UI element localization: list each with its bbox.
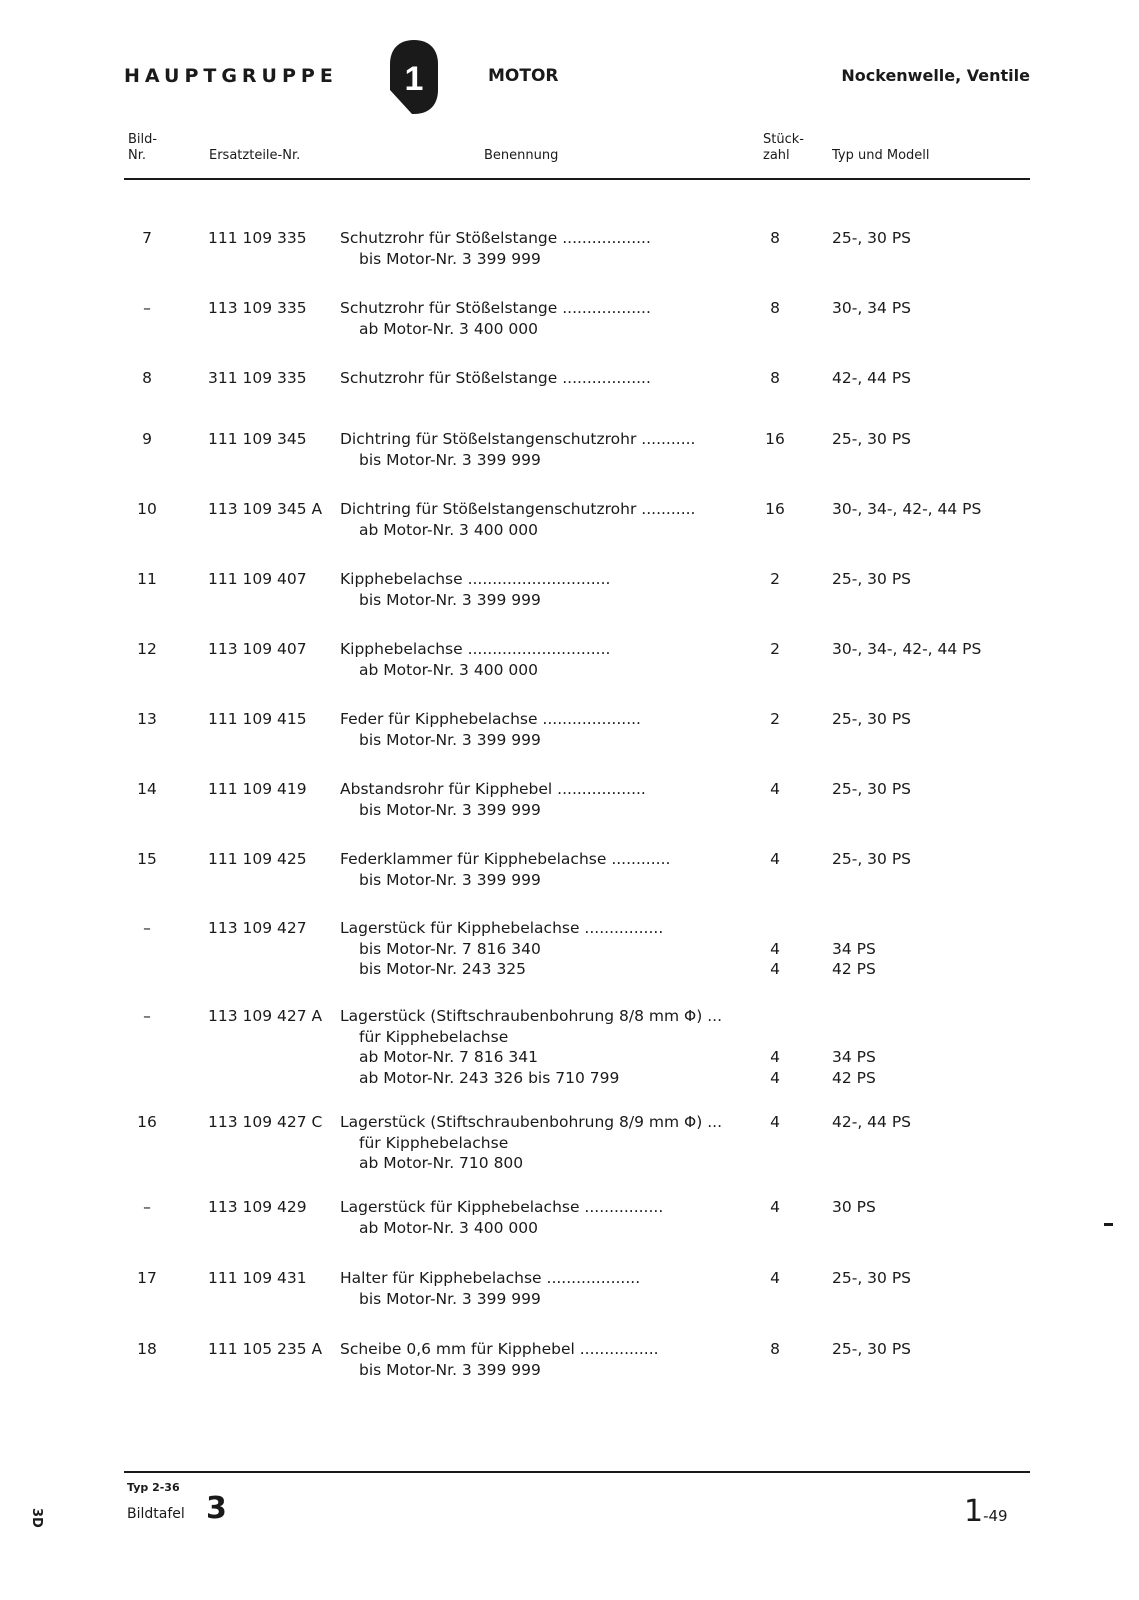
benennung: [340, 849, 740, 890]
ersatzteile-nr: 113 109 427: [208, 919, 307, 937]
benennung: [340, 228, 740, 269]
typ-modell: 25-, 30 PS: [832, 1340, 912, 1358]
typ-modell: 42-, 44 PS: [832, 369, 912, 387]
header-ersatzteile-nr: Ersatzteile-Nr.: [209, 148, 301, 163]
benennung-line: Feder für Kipphebelachse ....................: [340, 710, 641, 728]
table-row: [124, 849, 1030, 890]
typ-modell: 42-, 44 PS: [832, 1113, 912, 1131]
benennung-line: für Kipphebelachse: [359, 1133, 509, 1152]
ersatzteile-nr: 311 109 335: [208, 369, 307, 387]
footer-rule: [124, 1471, 1030, 1473]
typ-modell: 25-, 30 PS: [832, 850, 912, 868]
header-benennung: Benennung: [484, 148, 559, 163]
stueckzahl: 4: [770, 1198, 780, 1216]
table-row: [124, 499, 1030, 540]
table-row: [124, 228, 1030, 269]
benennung: [340, 639, 740, 680]
margin-mark: 3D: [29, 1508, 44, 1528]
group-name: MOTOR: [488, 66, 559, 86]
typ-modell: 25-, 30 PS: [832, 710, 912, 728]
typ-modell: 25-, 30 PS: [832, 570, 912, 588]
bild-nr: –: [143, 919, 151, 937]
bild-nr: 17: [137, 1269, 157, 1287]
benennung-line: ab Motor-Nr. 710 800: [359, 1154, 524, 1172]
typ-modell: 34 PS: [832, 1048, 876, 1066]
ersatzteile-nr: 113 109 429: [208, 1198, 307, 1216]
benennung-line: ab Motor-Nr. 3 400 000: [359, 660, 538, 679]
stueckzahl: 16: [765, 430, 785, 448]
benennung-line: Schutzrohr für Stößelstange ..................: [340, 369, 651, 387]
footer-bildtafel-number: 3: [206, 1491, 227, 1526]
benennung-line: bis Motor-Nr. 3 399 999: [359, 450, 541, 469]
table-row: [124, 298, 1030, 339]
benennung-line: Abstandsrohr für Kipphebel ..................: [340, 780, 646, 798]
bild-nr: 13: [137, 710, 157, 728]
benennung-line: Halter für Kipphebelachse ...................: [340, 1269, 641, 1287]
ersatzteile-nr: 113 109 345 A: [208, 500, 323, 518]
benennung: [340, 779, 740, 820]
benennung: [340, 1268, 740, 1309]
typ-modell: 42 PS: [832, 1068, 876, 1087]
typ-modell: 25-, 30 PS: [832, 430, 912, 448]
benennung-line: Dichtring für Stößelstangenschutzrohr ...........: [340, 500, 696, 518]
table-row: [124, 1112, 1030, 1174]
typ-modell: 25-, 30 PS: [832, 229, 912, 247]
benennung-line: bis Motor-Nr. 7 816 340: [359, 939, 541, 958]
page-number: [964, 1494, 1008, 1529]
footer-typ: Typ 2-36: [127, 1481, 180, 1494]
page-subtitle: Nockenwelle, Ventile: [841, 66, 1030, 85]
benennung-line: bis Motor-Nr. 3 399 999: [359, 249, 541, 268]
header-bild-nr: Bild- Nr.: [128, 132, 158, 163]
page-number-main: 1: [964, 1494, 984, 1529]
typ-modell: 34 PS: [832, 939, 876, 958]
bild-nr: 12: [137, 640, 157, 658]
stueckzahl: 2: [770, 640, 780, 658]
typ-modell: 30-, 34-, 42-, 44 PS: [832, 500, 982, 518]
stueckzahl: 4: [770, 1113, 780, 1131]
page-number-sub: -49: [983, 1507, 1008, 1525]
benennung: [340, 1339, 740, 1380]
typ-modell: 42 PS: [832, 960, 876, 978]
stueckzahl: 16: [765, 500, 785, 518]
stueckzahl: 8: [770, 369, 780, 387]
stueckzahl: 4: [770, 939, 780, 958]
table-row: [124, 639, 1030, 680]
table-row: [124, 779, 1030, 820]
stueckzahl: 2: [770, 710, 780, 728]
typ-modell: 30-, 34-, 42-, 44 PS: [832, 640, 982, 658]
table-row: [124, 1197, 1030, 1238]
stueckzahl: 4: [770, 960, 780, 978]
benennung: [340, 429, 740, 470]
benennung-line: ab Motor-Nr. 3 400 000: [359, 319, 538, 338]
table-row: [124, 368, 1030, 389]
benennung-line: ab Motor-Nr. 243 326 bis 710 799: [359, 1068, 620, 1087]
stueckzahl: 4: [770, 1068, 780, 1087]
bild-nr: 15: [137, 850, 157, 868]
stueckzahl: 4: [770, 850, 780, 868]
benennung-line: ab Motor-Nr. 3 400 000: [359, 520, 538, 539]
benennung-line: bis Motor-Nr. 243 325: [359, 960, 527, 978]
benennung-line: für Kipphebelachse: [359, 1027, 509, 1046]
stueckzahl: 4: [770, 1048, 780, 1066]
bild-nr: –: [143, 1007, 151, 1025]
benennung: [340, 499, 740, 540]
bild-nr: 14: [137, 780, 157, 798]
benennung-line: ab Motor-Nr. 7 816 341: [359, 1048, 538, 1066]
benennung: [340, 709, 740, 750]
benennung: [340, 918, 740, 980]
benennung: [340, 298, 740, 339]
stueckzahl: 2: [770, 570, 780, 588]
ersatzteile-nr: 111 109 415: [208, 710, 307, 728]
stueckzahl: 4: [770, 1269, 780, 1287]
benennung: [340, 1112, 740, 1174]
bild-nr: 8: [142, 369, 152, 387]
ersatzteile-nr: 111 109 419: [208, 780, 307, 798]
benennung-line: bis Motor-Nr. 3 399 999: [359, 590, 541, 609]
benennung-line: Federklammer für Kipphebelachse ............: [340, 850, 671, 868]
bild-nr: 11: [137, 570, 157, 588]
stueckzahl: 8: [770, 1340, 780, 1358]
benennung-line: Lagerstück für Kipphebelachse ................: [340, 1198, 664, 1216]
benennung: [340, 1197, 740, 1238]
bild-nr: 10: [137, 500, 157, 518]
ersatzteile-nr: 111 105 235 A: [208, 1340, 323, 1358]
table-row: [124, 569, 1030, 610]
stueckzahl: 4: [770, 780, 780, 798]
benennung-line: bis Motor-Nr. 3 399 999: [359, 730, 541, 749]
benennung-line: Dichtring für Stößelstangenschutzrohr ...........: [340, 430, 696, 448]
benennung-line: ab Motor-Nr. 3 400 000: [359, 1218, 538, 1237]
ersatzteile-nr: 113 109 407: [208, 640, 307, 658]
benennung-line: bis Motor-Nr. 3 399 999: [359, 1289, 541, 1308]
benennung-line: bis Motor-Nr. 3 399 999: [359, 800, 541, 819]
bild-nr: 18: [137, 1340, 157, 1358]
table-row: [124, 1339, 1030, 1380]
table-row: [124, 1006, 1030, 1088]
bild-nr: –: [143, 299, 151, 317]
ersatzteile-nr: 113 109 427 A: [208, 1007, 323, 1025]
table-row: [124, 1268, 1030, 1309]
benennung: [340, 368, 740, 389]
header-stueckzahl: Stück- zahl: [763, 132, 804, 163]
benennung-line: Lagerstück für Kipphebelachse ................: [340, 919, 664, 937]
benennung-line: bis Motor-Nr. 3 399 999: [359, 1360, 541, 1379]
ersatzteile-nr: 111 109 431: [208, 1269, 307, 1287]
benennung-line: Lagerstück (Stiftschraubenbohrung 8/9 mm Φ) ...: [340, 1113, 723, 1131]
stueckzahl: 8: [770, 299, 780, 317]
benennung-line: bis Motor-Nr. 3 399 999: [359, 870, 541, 889]
bild-nr: 16: [137, 1113, 157, 1131]
bild-nr: 9: [142, 430, 152, 448]
benennung-line: Kipphebelachse .............................: [340, 570, 611, 588]
header-typ-modell: Typ und Modell: [832, 148, 930, 163]
benennung-line: Schutzrohr für Stößelstange ..................: [340, 299, 651, 317]
typ-modell: 30-, 34 PS: [832, 299, 912, 317]
bild-nr: 7: [142, 229, 152, 247]
ersatzteile-nr: 111 109 407: [208, 570, 307, 588]
benennung: [340, 569, 740, 610]
footer-bildtafel-label: Bildtafel: [127, 1506, 185, 1522]
typ-modell: 25-, 30 PS: [832, 780, 912, 798]
benennung-line: Lagerstück (Stiftschraubenbohrung 8/8 mm Φ) ...: [340, 1007, 723, 1025]
benennung-line: Kipphebelachse .............................: [340, 640, 611, 658]
table-row: [124, 429, 1030, 470]
ersatzteile-nr: 111 109 345: [208, 430, 307, 448]
table-row: [124, 709, 1030, 750]
ersatzteile-nr: 113 109 427 C: [208, 1113, 323, 1131]
typ-modell: 30 PS: [832, 1198, 876, 1216]
benennung-line: Schutzrohr für Stößelstange ..................: [340, 229, 651, 247]
typ-modell: 25-, 30 PS: [832, 1269, 912, 1287]
benennung-line: Scheibe 0,6 mm für Kipphebel ................: [340, 1340, 659, 1358]
group-label: HAUPTGRUPPE: [124, 65, 338, 87]
table-row: [124, 918, 1030, 980]
benennung: [340, 1006, 740, 1088]
ersatzteile-nr: 111 109 425: [208, 850, 307, 868]
ersatzteile-nr: 113 109 335: [208, 299, 307, 317]
margin-dash: [1104, 1223, 1113, 1226]
bild-nr: –: [143, 1198, 151, 1216]
stueckzahl: 8: [770, 229, 780, 247]
group-number: 1: [404, 60, 424, 98]
ersatzteile-nr: 111 109 335: [208, 229, 307, 247]
